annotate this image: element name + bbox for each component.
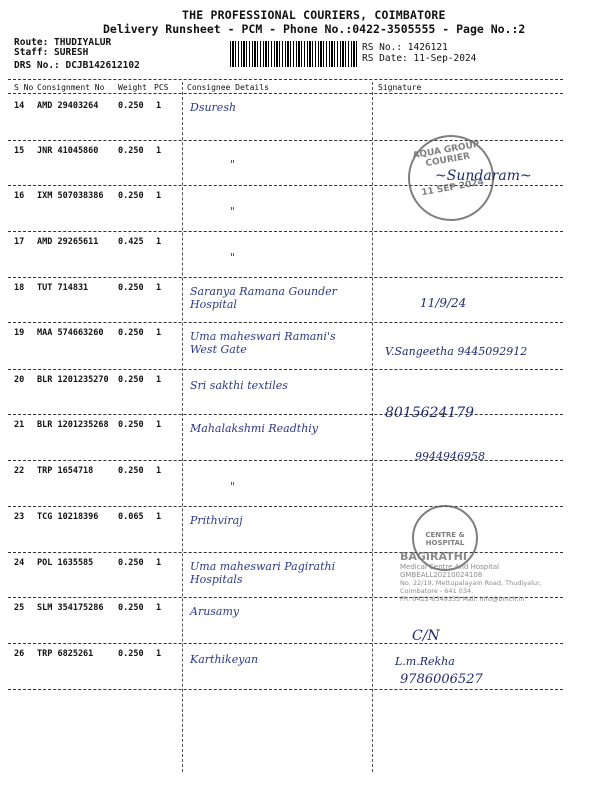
row-pcs: 1 (156, 603, 162, 613)
row-sno: 15 (14, 146, 25, 156)
row-pcs: 1 (156, 328, 162, 338)
row-consignment: IXM 507038386 (37, 191, 104, 201)
row-consignment: SLM 354175286 (37, 603, 104, 613)
row-consignment: JNR 41045860 (37, 146, 99, 156)
row-weight: 0.250 (118, 328, 144, 338)
rs-number: RS No.: 1426121 (362, 42, 448, 53)
row-weight: 0.250 (118, 466, 144, 476)
col-weight: Weight (118, 83, 147, 92)
row-pcs: 1 (156, 191, 162, 201)
signature-20: 8015624179 (385, 405, 475, 421)
hospital-round-stamp: CENTRE & HOSPITAL (412, 505, 478, 571)
drs-number: DRS No.: DCJB142612102 (14, 60, 140, 71)
row-weight: 0.425 (118, 237, 144, 247)
row-consignee-handwriting: Dsuresh (190, 101, 237, 114)
row-consignee-handwriting: " (230, 480, 236, 493)
runsheet-subtitle: Delivery Runsheet - PCM - Phone No.:0422-3505555 - Page No.:2 (103, 22, 526, 36)
col-consignee: Consignee Details (187, 83, 269, 92)
col-pcs: PCS (154, 83, 169, 92)
row-divider (8, 369, 563, 370)
row-pcs: 1 (156, 466, 162, 476)
row-consignment: TCG 10218396 (37, 512, 99, 522)
row-consignment: AMD 29265611 (37, 237, 99, 247)
row-divider (8, 414, 563, 415)
row-sno: 19 (14, 328, 25, 338)
signature-26-name: L.m.Rekha (395, 655, 455, 668)
row-consignee-handwriting: Karthikeyan (190, 653, 259, 666)
row-weight: 0.250 (118, 146, 144, 156)
row-pcs: 1 (156, 146, 162, 156)
row-consignee-handwriting: Arusamy (190, 605, 240, 618)
row-consignment: MAA 574663260 (37, 328, 104, 338)
row-sno: 20 (14, 375, 25, 385)
row-consignee-handwriting: Prithviraj (190, 514, 243, 527)
col-consignment: Consignment No (37, 83, 105, 92)
row-divider (8, 643, 563, 644)
row-pcs: 1 (156, 558, 162, 568)
row-pcs: 1 (156, 420, 162, 430)
row-weight: 0.250 (118, 283, 144, 293)
row-consignee-handwriting: Sri sakthi textiles (190, 379, 288, 392)
rs-date: RS Date: 11-Sep-2024 (362, 53, 477, 64)
row-weight: 0.250 (118, 375, 144, 385)
staff-label: Staff: SURESH (14, 47, 89, 58)
row-consignment: BLR 1201235270 (37, 375, 109, 385)
col-signature: Signature (378, 83, 422, 92)
row-divider (8, 231, 563, 232)
row-consignee-handwriting: " (230, 251, 236, 264)
row-consignment: AMD 29403264 (37, 101, 99, 111)
row-consignee-handwriting: Uma maheswari Ramani's West Gate (190, 330, 336, 356)
signature-19: V.Sangeetha 9445092912 (385, 345, 528, 358)
header-bottom-rule (8, 93, 563, 94)
row-sno: 16 (14, 191, 25, 201)
row-weight: 0.250 (118, 101, 144, 111)
row-weight: 0.250 (118, 649, 144, 659)
row-sno: 23 (14, 512, 25, 522)
row-sno: 21 (14, 420, 25, 430)
row-consignee-handwriting: Saranya Ramana Gounder Hospital (190, 285, 337, 311)
signature-21: 9944946958 (415, 450, 485, 463)
row-consignee-handwriting: Mahalakshmi Readthiy (190, 422, 319, 435)
row-consignee-handwriting: " (230, 205, 236, 218)
row-sno: 17 (14, 237, 25, 247)
row-pcs: 1 (156, 512, 162, 522)
row-sno: 25 (14, 603, 25, 613)
row-pcs: 1 (156, 237, 162, 247)
row-sno: 14 (14, 101, 25, 111)
signature-26-phone: 9786006527 (400, 672, 483, 687)
row-pcs: 1 (156, 283, 162, 293)
row-divider (8, 689, 563, 690)
route-label: Route: THUDIYALUR (14, 37, 112, 48)
row-pcs: 1 (156, 101, 162, 111)
row-consignee-handwriting: " (230, 158, 236, 171)
header-top-rule (8, 79, 563, 80)
row-divider (8, 277, 563, 278)
row-sno: 22 (14, 466, 25, 476)
col-sno: S No (14, 83, 34, 92)
barcode-image (230, 41, 358, 67)
row-pcs: 1 (156, 649, 162, 659)
bagirathi-stamp: BAGIRATHI Medical Centre And Hospital GMBEALL20210024108 No. 22/19, Mettupalayam Road, Thudiyalur, Coimbatore - 641 034. Ph: 0422-6349333 Mail: info@bmch.in (400, 550, 542, 603)
row-weight: 0.065 (118, 512, 144, 522)
date-18: 11/9/24 (420, 296, 467, 310)
row-weight: 0.250 (118, 191, 144, 201)
row-weight: 0.250 (118, 603, 144, 613)
row-sno: 24 (14, 558, 25, 568)
row-pcs: 1 (156, 375, 162, 385)
row-sno: 18 (14, 283, 25, 293)
row-consignment: TRP 1654718 (37, 466, 94, 476)
row-weight: 0.250 (118, 558, 144, 568)
row-consignment: POL 1635585 (37, 558, 94, 568)
aqua-group-stamp: AQUA GROUP COURIER 11 SEP 2024 (401, 128, 501, 228)
row-divider (8, 506, 563, 507)
row-consignment: BLR 1201235268 (37, 420, 109, 430)
company-title: THE PROFESSIONAL COURIERS, COIMBATORE (182, 8, 446, 22)
row-sno: 26 (14, 649, 25, 659)
row-weight: 0.250 (118, 420, 144, 430)
signature-25: C/N (412, 628, 440, 644)
row-consignee-handwriting: Uma maheswari Pagirathi Hospitals (190, 560, 336, 586)
row-divider (8, 322, 563, 323)
row-consignment: TRP 6825261 (37, 649, 94, 659)
row-consignment: TUT 714831 (37, 283, 89, 293)
signature-15: ~Sundaram~ (435, 168, 532, 184)
